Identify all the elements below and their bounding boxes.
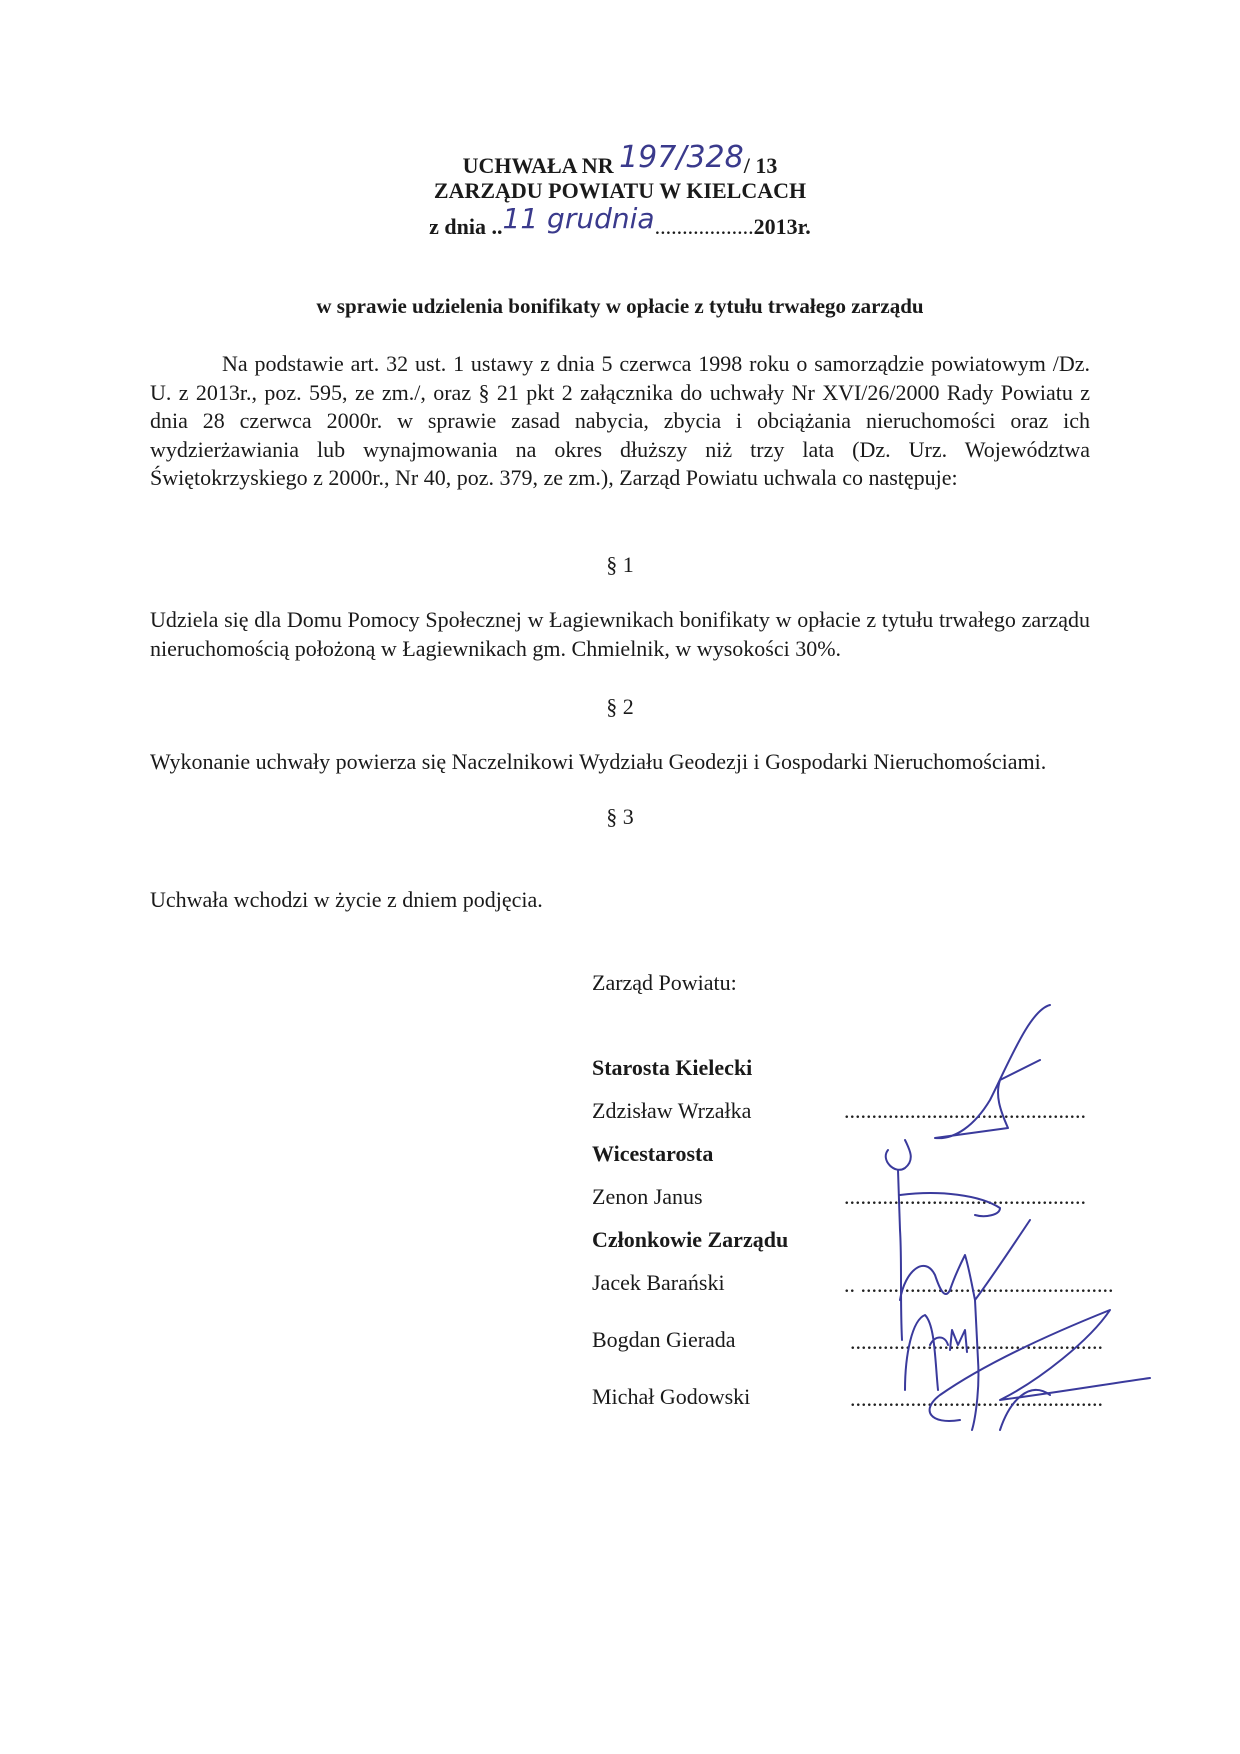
- resolution-date-line: [0, 202, 1240, 241]
- vice-name: Zenon Janus: [592, 1184, 703, 1209]
- signature-line-4: ..............................................: [850, 1329, 1103, 1354]
- section-2-mark: § 2: [606, 694, 634, 719]
- starosta-role: Starosta Kielecki: [592, 1055, 753, 1080]
- board-title: Zarząd Powiatu:: [592, 970, 737, 995]
- signature-line-5: ..............................................: [850, 1386, 1103, 1411]
- member-1-name: Jacek Barański: [592, 1270, 725, 1295]
- member-3-name: Michał Godowski: [592, 1384, 751, 1409]
- preamble-paragraph: Na podstawie art. 32 ust. 1 ustawy z dnia 5 czerwca 1998 roku o samorządzie powiatowym /Dz. U. z 2013r., poz. 595, ze zm./, oraz § 21 pkt 2 załącznika do uchwały Nr XVI/26/2000 Rady Powiatu z dnia 28 czerwca 2000r. w sprawie zasad nabycia, zbycia i obciążania nieruchomości oraz ich wydzierżawiania lub wynajmowania na okres dłuższy niż trzy lata (Dz. Urz. Województwa Świętokrzyskiego z 2000r., Nr 40, poz. 379, ze zm.), Zarząd Powiatu uchwala co następuje:: [150, 351, 1090, 490]
- section-1-mark: § 1: [606, 552, 634, 577]
- date-prefix: z dnia ..: [429, 214, 503, 239]
- starosta-name: Zdzisław Wrzałka: [592, 1098, 752, 1123]
- signature-vice: [886, 1140, 1000, 1340]
- subject-line: w sprawie udzielenia bonifikaty w opłacie z tytułu trwałego zarządu: [316, 294, 924, 318]
- signature-line-2: ............................................: [844, 1184, 1086, 1209]
- vice-role: Wicestarosta: [592, 1141, 714, 1166]
- date-suffix: 2013r.: [753, 214, 811, 239]
- signature-line-1: ............................................: [844, 1098, 1086, 1123]
- signature-line-3: .. ..............................................: [844, 1272, 1114, 1297]
- board-name-line: ZARZĄDU POWIATU W KIELCACH: [433, 178, 807, 203]
- resolution-number-prefix: UCHWAŁA NR: [462, 153, 620, 178]
- section-2-text: Wykonanie uchwały powierza się Naczelnikowi Wydziału Geodezji i Gospodarki Nieruchomościami.: [150, 749, 1047, 774]
- members-role: Członkowie Zarządu: [592, 1227, 789, 1252]
- member-2-name: Bogdan Gierada: [592, 1327, 736, 1352]
- date-dots: ..................: [654, 214, 754, 239]
- resolution-number-line: [0, 140, 1240, 181]
- section-1-text: Udziela się dla Domu Pomocy Społecznej w Łagiewnikach bonifikaty w opłacie z tytułu trwałego zarządu nieruchomością położoną w Łagiewnikach gm. Chmielnik, w wysokości 30%.: [150, 607, 1090, 661]
- resolution-number-suffix: / 13: [743, 153, 778, 178]
- section-3-mark: § 3: [606, 804, 634, 829]
- handwritten-resolution-number: 197/328: [619, 140, 744, 175]
- handwritten-date: 11 grudnia: [502, 202, 655, 235]
- section-3-text: Uchwała wchodzi w życie z dniem podjęcia.: [150, 887, 543, 912]
